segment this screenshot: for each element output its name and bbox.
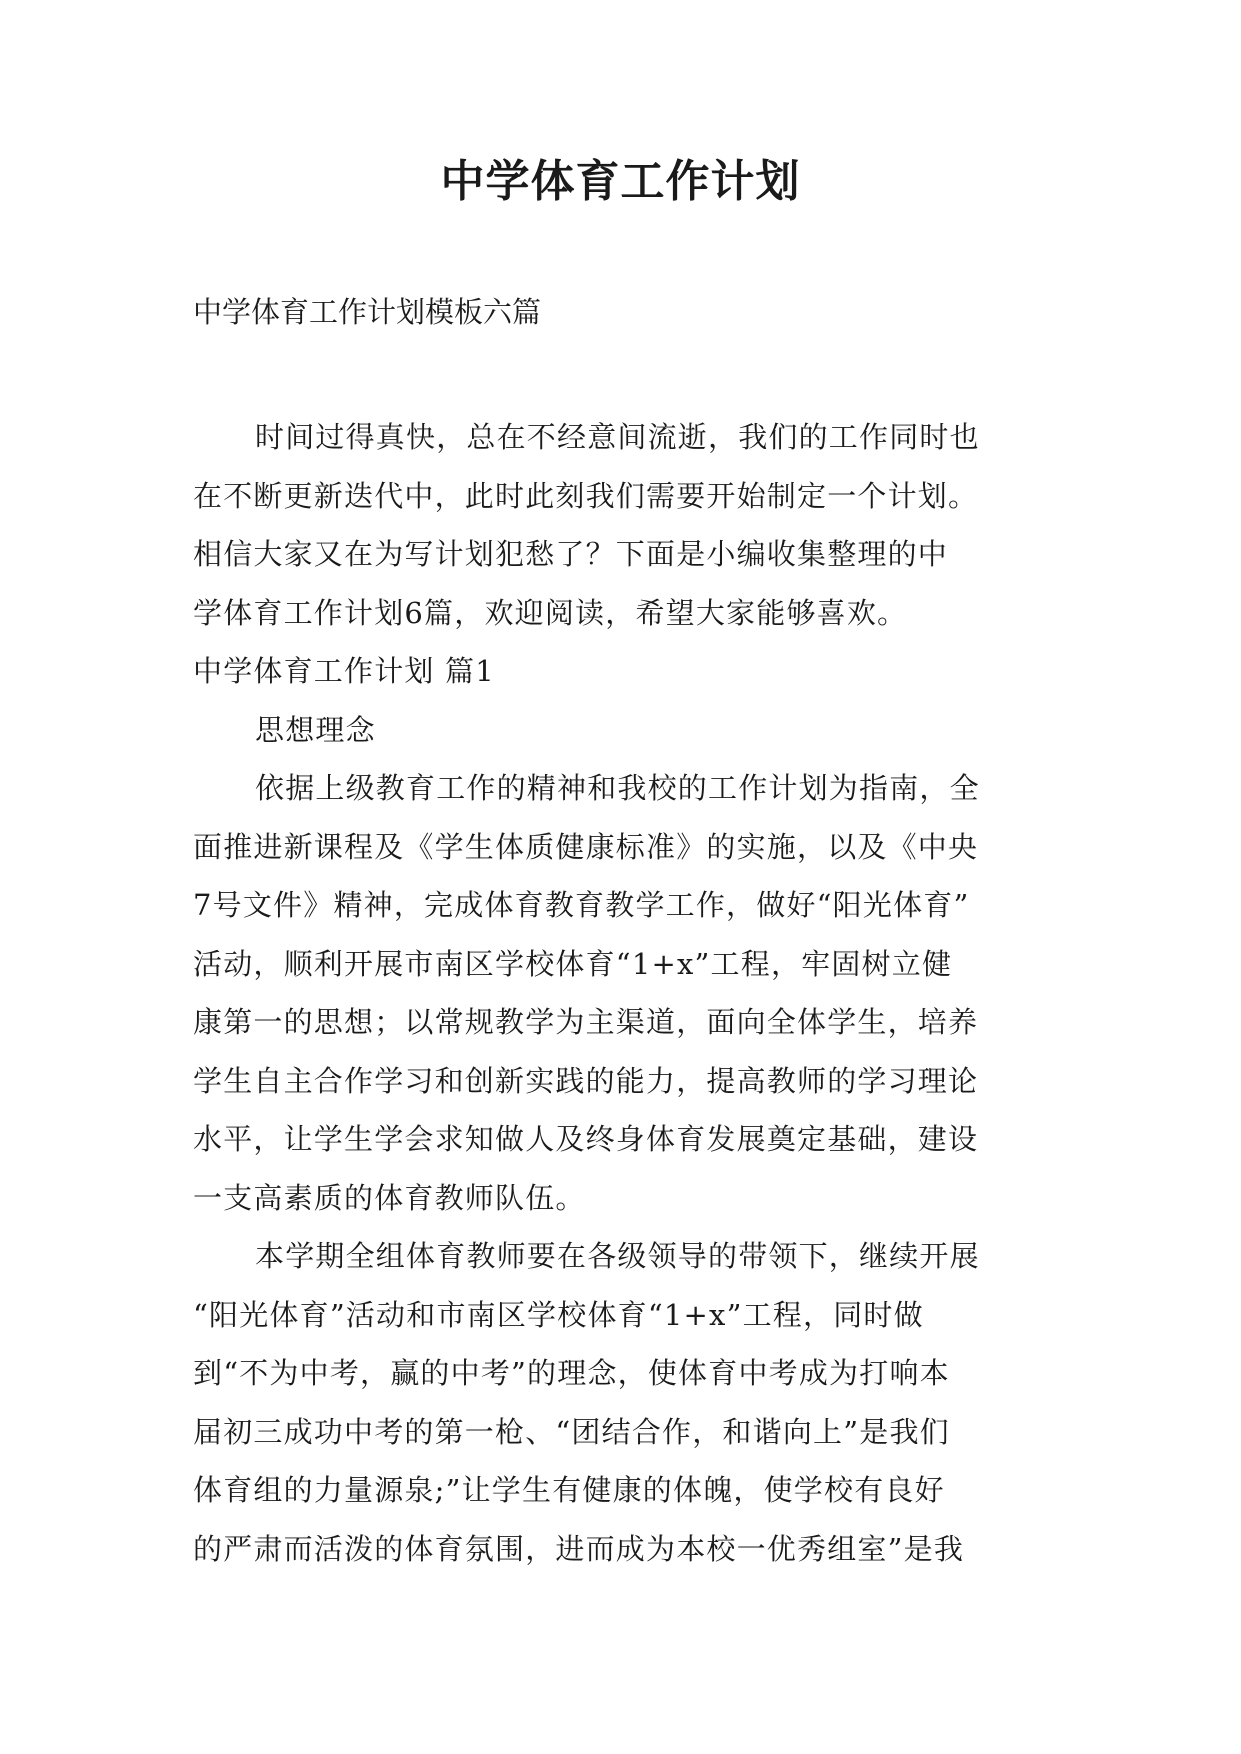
document-body (193, 408, 1073, 1578)
document-title: 中学体育工作计划 (440, 156, 801, 207)
document-subtitle: 中学体育工作计划模板六篇 (193, 295, 542, 329)
subsection-heading: 思想理念 (255, 712, 376, 747)
body-paragraph: 本学期全组体育教师要在各级领导的带领下，继续开展 “阳光体育”活动和市南区学校体育“1+x”工程，同时做 到“不为中考，赢的中考”的理念，使体育中考成为打响本 届初三成功中考的第一枪、“团结合作，和谐向上”是我们 体育组的力量源泉;”让学生有健康的体魄，使学校有良好 的严肃而活泼的体育氛围，进而成为本校一优秀组室”是我 (193, 1239, 980, 1566)
body-paragraph: 依据上级教育工作的精神和我校的工作计划为指南，全 面推进新课程及《学生体质健康标准》的实施，以及《中央 7号文件》精神，完成体育教育教学工作，做好“阳光体育” 活动，顺利开展市南区学校体育“1+x”工程，牢固树立健 康第一的思想；以常规教学为主渠道，面向全体学生，培养 学生自主合作学习和创新实践的能力，提高教师的学习理论 水平，让学生学会求知做人及终身体育发展奠定基础，建设 一支高素质的体育教师队伍。 (193, 771, 980, 1215)
intro-paragraph: 时间过得真快，总在不经意间流逝，我们的工作同时也 在不断更新迭代中，此时此刻我们需要开始制定一个计划。 相信大家又在为写计划犯愁了？下面是小编收集整理的中 学体育工作计划6篇，欢迎阅读，希望大家能够喜欢。 (193, 420, 980, 630)
section-heading: 中学体育工作计划 篇1 (193, 654, 495, 688)
